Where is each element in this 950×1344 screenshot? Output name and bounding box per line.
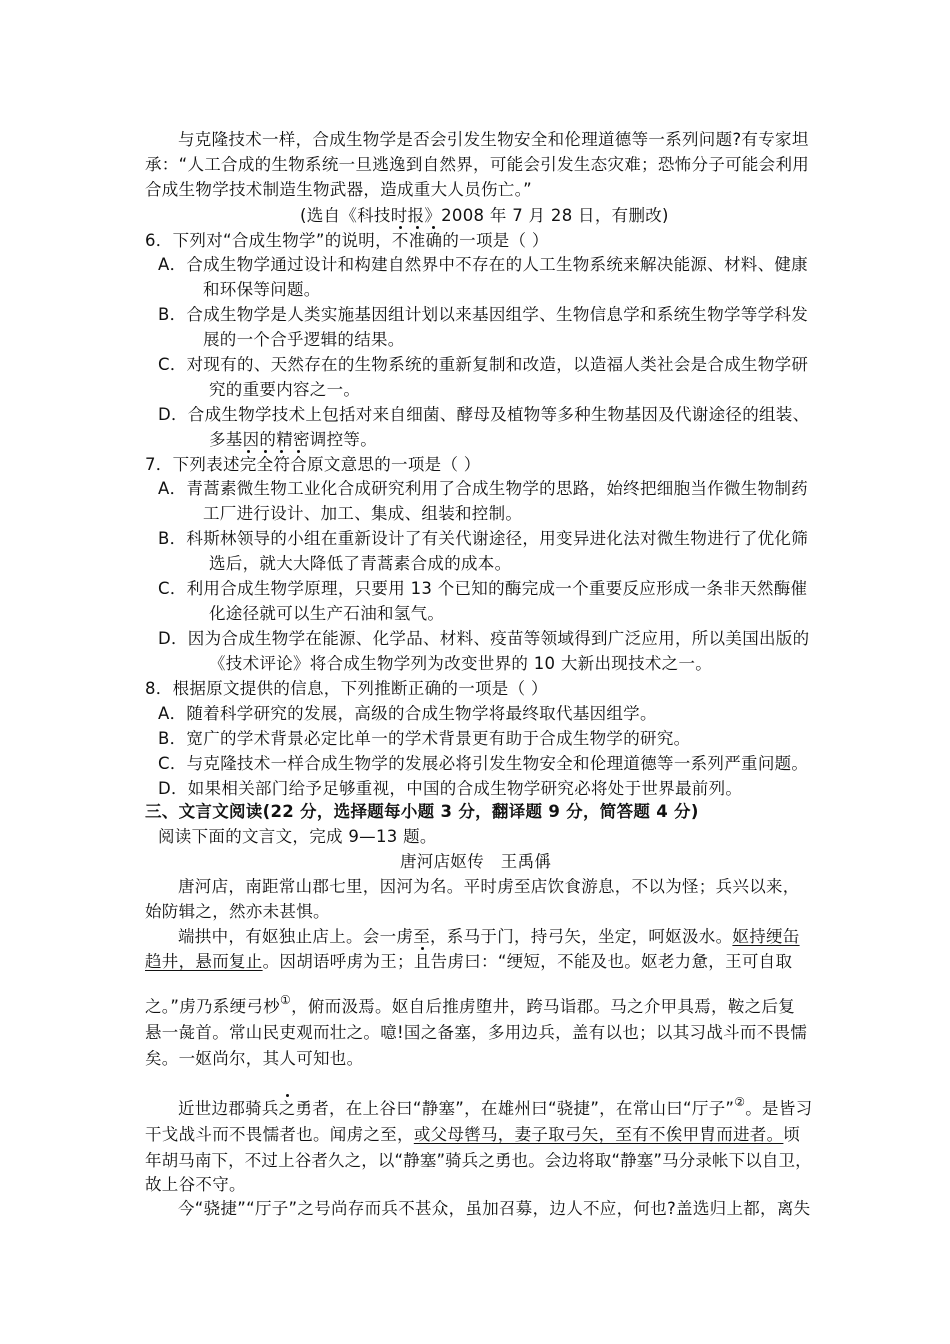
- option-6c: C．对现有的、天然存在的生物系统的重新复制和改造，以造福人类社会是合成生物学研: [158, 355, 809, 374]
- option-line: 化途径就可以生产石油和氢气。: [209, 604, 445, 623]
- option-line: 工厂进行设计、加工、集成、组装和控制。: [203, 504, 523, 523]
- option-line: 选后，就大大降低了青蒿素合成的成本。: [209, 554, 512, 573]
- underlined-sentence: 趋井，悬而复止: [145, 952, 263, 971]
- question-8: 8．根据原文提供的信息，下列推断正确的一项是（ ）: [145, 679, 548, 698]
- option-line: 《技术评论》将合成生物学列为改变世界的 10 大新出现技术之一。: [209, 654, 713, 673]
- emphasis-dotted: [392, 231, 442, 250]
- option-8b: B．宽广的学术背景必定比单一的学术背景更有助于合成生物学的研究。: [158, 729, 691, 748]
- emphasis-char: 之: [278, 1099, 296, 1118]
- classical-text-line: 年胡马南下，不过上谷者久之，以“静塞”骑兵之勇也。会边将取“静塞”马分录帐下以自卫，: [145, 1151, 812, 1170]
- emphasis-char: 准: [408, 231, 426, 250]
- passage-line: 合成生物学技术制造生物武器，造成重大人员伤亡。”: [145, 180, 532, 199]
- option-7d: D．因为合成生物学在能源、化学品、材料、疫苗等领域得到广泛应用，所以美国出版的: [158, 629, 810, 648]
- passage-line: 与克隆技术一样，合成生物学是否会引发生物安全和伦理道德等一系列问题?有专家坦: [178, 130, 809, 149]
- section-heading: 三、文言文阅读(22 分，选择题每小题 3 分，翻译题 9 分，简答题 4 分): [145, 802, 699, 821]
- emphasis-char: 且: [413, 952, 431, 971]
- option-8d: D．如果相关部门给予足够重视，中国的合成生物学研究必将处于世界最前列。: [158, 779, 743, 798]
- option-8a: A．随着科学研究的发展，高级的合成生物学将最终取代基因组学。: [158, 704, 657, 723]
- emphasis-dotted: [414, 952, 431, 971]
- question-7: 7．下列表述完全符合原文意思的一项是（ ）: [145, 455, 481, 474]
- option-6d: D．合成生物学技术上包括对来自细菌、酵母及植物等多种生物基因及代谢途径的组装、: [158, 405, 810, 424]
- classical-text-line: 近世边郡骑兵之勇者，在上谷曰“静塞”，在雄州曰“骁捷”，在常山曰“厅子”②。是皆习: [178, 1095, 813, 1118]
- emphasis-char: 确: [425, 231, 443, 250]
- underlined-sentence: 妪持绠缶: [732, 927, 800, 946]
- option-line: 展的一个合乎逻辑的结果。: [203, 330, 405, 349]
- option-7a: A．青蒿素微生物工业化合成研究利用了合成生物学的思路，始终把细胞当作微生物制药: [158, 479, 808, 498]
- footnote-marker: ②: [734, 1095, 746, 1109]
- option-6a: A．合成生物学通过设计和构建自然界中不存在的人工生物系统来解决能源、材料、健康: [158, 255, 808, 274]
- classical-text-line: 始防辑之，然亦未甚惧。: [145, 902, 330, 921]
- emphasis-char: 全: [256, 455, 274, 474]
- option-7b: B．科斯林领导的小组在重新设计了有关代谢途径，用变异进化法对微生物进行了优化筛: [158, 529, 809, 548]
- emphasis-dotted: [240, 455, 307, 474]
- classical-text-line: 之。”虏乃系绠弓杪①，俯而汲焉。妪自后推虏堕井，跨马诣郡。马之介甲具焉，鞍之后复: [145, 993, 796, 1016]
- emphasis-dotted: [279, 1099, 296, 1118]
- option-line: 究的重要内容之一。: [209, 380, 361, 399]
- article-title: 唐河店妪传 王禹偁: [400, 852, 552, 871]
- option-8c: C．与克隆技术一样合成生物学的发展必将引发生物安全和伦理道德等一系列严重问题。: [158, 754, 809, 773]
- classical-text-line: 故上谷不守。: [145, 1175, 246, 1194]
- footnote-marker: ①: [280, 993, 292, 1007]
- option-7c: C．利用合成生物学原理，只要用 13 个已知的酶完成一个重要反应形成一条非天然酶催: [158, 579, 808, 598]
- emphasis-char: 不: [391, 231, 409, 250]
- emphasis-char: 符: [273, 455, 291, 474]
- classical-text-line: 端拱中，有妪独止店上。会一虏至，系马于门，持弓矢，坐定，呵妪汲水。妪持绠缶: [178, 927, 800, 946]
- classical-text-line: 悬一彘首。常山民吏观而壮之。噫!国之备塞，多用边兵，盖有以也；以其习战斗而不畏懦: [145, 1023, 808, 1042]
- classical-text-line: 唐河店，南距常山郡七里，因河为名。平时虏至店饮食游息，不以为怪；兵兴以来，: [178, 877, 800, 896]
- emphasis-char: 合: [290, 455, 308, 474]
- option-line: 多基因的精密调控等。: [209, 430, 377, 449]
- question-6: 6．下列对“合成生物学”的说明，不准确的一项是（ ）: [145, 231, 549, 250]
- classical-text-line: 干戈战斗而不畏懦者也。闻虏之至，或父母辔马，妻子取弓矢，至有不俟甲胄而进者。顷: [145, 1125, 801, 1144]
- classical-text-line: 今“骁捷”“厅子”之号尚存而兵不甚众，虽加召募，边人不应，何也?盖选归上都，离失: [178, 1199, 811, 1218]
- underlined-sentence: 或父母辔马，妻子取弓矢，至有不俟甲胄而进者。: [413, 1125, 784, 1144]
- instruction: 阅读下面的文言文，完成 9—13 题。: [158, 827, 437, 846]
- option-6b: B．合成生物学是人类实施基因组计划以来基因组学、生物信息学和系统生物学等学科发: [158, 305, 809, 324]
- source-citation: (选自《科技时报》2008 年 7 月 28 日，有删改): [300, 206, 669, 225]
- classical-text-line: 矣。一妪尚尔，其人可知也。: [145, 1049, 364, 1068]
- emphasis-char: 完: [239, 455, 257, 474]
- option-line: 和环保等问题。: [203, 280, 321, 299]
- classical-text-line: 趋井，悬而复止。因胡语呼虏为王；且告虏曰：“绠短，不能及也。妪老力惫，王可自取: [145, 952, 793, 971]
- passage-line: 承：“人工合成的生物系统一旦逃逸到自然界，可能会引发生态灾难；恐怖分子可能会利用: [145, 155, 810, 174]
